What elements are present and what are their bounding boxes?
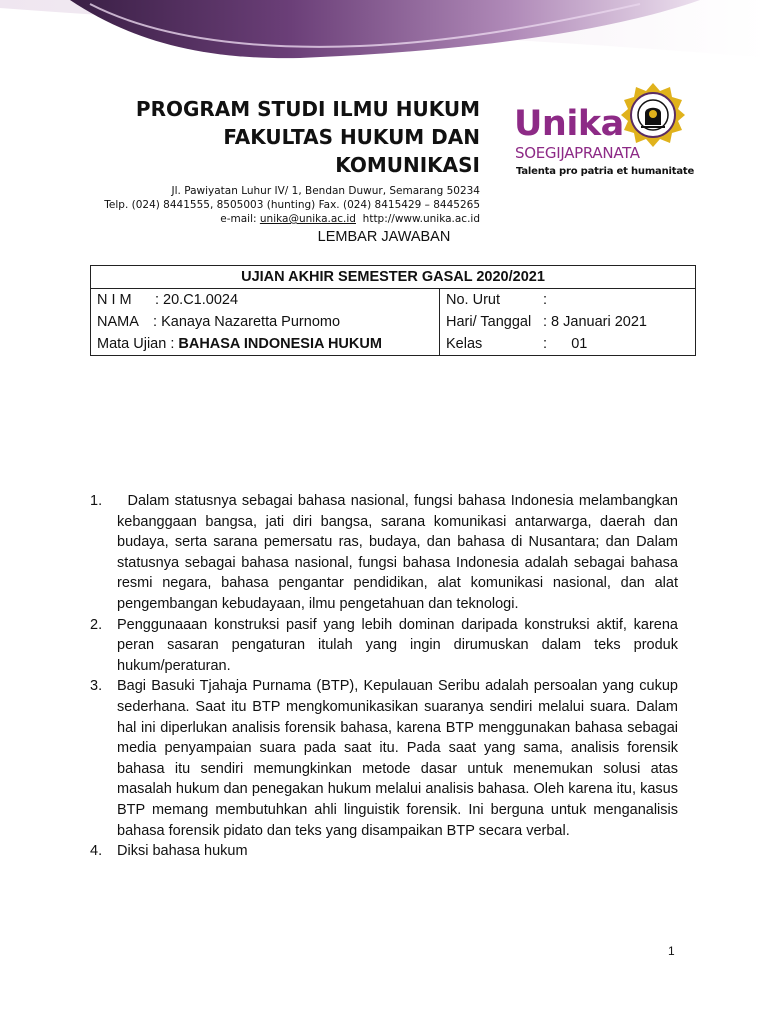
exam-heading: UJIAN AKHIR SEMESTER GASAL 2020/2021 xyxy=(91,266,696,289)
logo-university-name: SOEGIJAPRANATA xyxy=(515,144,640,162)
no-urut-value: : xyxy=(543,292,548,308)
program-title-line-1: PROGRAM STUDI ILMU HUKUM xyxy=(135,97,480,121)
answer-sheet-title: LEMBAR JAWABAN xyxy=(317,229,451,245)
answer-text: Bagi Basuki Tjahaja Purnama (BTP), Kepulauan Seribu adalah persoalan yang cukup sederhana. Saat itu BTP mengkomunikasikan suaranya sendiri melalui suara. Dalam hal ini diperlukan analisis forensik bahasa, karena BTP menggunakan bahasa sebagai media penyampaian suara pada saat itu. Pada saat yang sama, analisis forensik bahasa itu sendiri memungkinkan metode dasar untuk menemukan solusi atas masalah hukum dan penegakan hukum melalui analisis bahasa. Oleh karena itu, kasus BTP memang membutuhkan ahli linguistik forensik. Ini berguna untuk menganalisis bahasa forensik pidato dan teks yang disampaikan BTP secara verbal. xyxy=(117,678,678,839)
logo-wordmark: Unika xyxy=(514,104,624,144)
no-urut-label: No. Urut xyxy=(446,292,500,308)
name-value: : Kanaya Nazaretta Purnomo xyxy=(149,314,341,330)
name-cell xyxy=(91,311,440,333)
nim-label: N I M xyxy=(97,292,132,308)
logo-tagline: Talenta pro patria et humanitate xyxy=(516,166,695,177)
nim-cell xyxy=(91,289,440,312)
answer-list xyxy=(90,491,683,862)
phone-line: Telp. (024) 8441555, 8505003 (hunting) Fax. (024) 8415429 – 8445265 xyxy=(104,199,480,211)
answer-text: Dalam statusnya sebagai bahasa nasional, fungsi bahasa Indonesia melambangkan kebanggaan bangsa, jati diri bangsa, sarana komunikasi antarwarga, daerah dan budaya, serta sarana pemersatu ras, budaya, dan bahasa di Nusantara; dan Dalam statusnya sebagai bahasa nasional, fungsi bahasa Indonesia adalah sebagai bahasa resmi negara, bahasa pengantar pendidikan, alat komunikasi nasional, dan alat pengembangan kebudayaan, ilmu pengetahuan dan teknologi. xyxy=(117,493,683,612)
unika-logo xyxy=(512,82,695,182)
university-seal-icon xyxy=(620,82,686,148)
no-urut-cell xyxy=(440,289,696,312)
class-label: Kelas xyxy=(446,336,483,352)
name-label: NAMA xyxy=(97,314,139,330)
contact-info xyxy=(104,184,480,226)
address-line: Jl. Pawiyatan Luhur IV/ 1, Bendan Duwur, Semarang 50234 xyxy=(171,185,480,197)
list-item xyxy=(90,615,678,677)
list-item xyxy=(90,491,683,615)
answer-text: Diksi bahasa hukum xyxy=(117,843,248,860)
subject-value: BAHASA INDONESIA HUKUM xyxy=(178,336,382,352)
email-prefix: e-mail: xyxy=(220,213,260,225)
exam-info-table xyxy=(90,265,696,356)
nim-value: : 20.C1.0024 xyxy=(155,292,239,308)
answer-number: 4. xyxy=(90,843,103,860)
subject-label: Mata Ujian : xyxy=(97,336,175,352)
page-number: 1 xyxy=(668,944,675,958)
answer-text: Penggunaaan konstruksi pasif yang lebih dominan daripada konstruksi aktif, karena peran sasaran pengaturan itulah yang ingin dirumuskan dalam teks produk hukum/peraturan. xyxy=(117,616,678,674)
website-link[interactable]: http://www.unika.ac.id xyxy=(362,213,480,225)
answer-number: 3. xyxy=(90,678,103,695)
class-value: : 01 xyxy=(543,336,588,352)
list-item xyxy=(90,676,678,841)
date-value: : 8 Januari 2021 xyxy=(543,314,647,330)
program-title-line-2: FAKULTAS HUKUM DAN xyxy=(223,125,480,149)
class-cell xyxy=(440,333,696,356)
date-label: Hari/ Tanggal xyxy=(446,314,532,330)
list-item xyxy=(90,841,678,862)
email-line xyxy=(104,212,480,226)
subject-cell xyxy=(91,333,440,356)
email-link[interactable]: unika@unika.ac.id xyxy=(259,213,356,225)
answer-number: 1. xyxy=(90,493,103,509)
institution-header xyxy=(104,95,480,226)
date-cell xyxy=(440,311,696,333)
program-title-line-3: KOMUNIKASI xyxy=(335,153,480,177)
answer-number: 2. xyxy=(90,616,103,633)
